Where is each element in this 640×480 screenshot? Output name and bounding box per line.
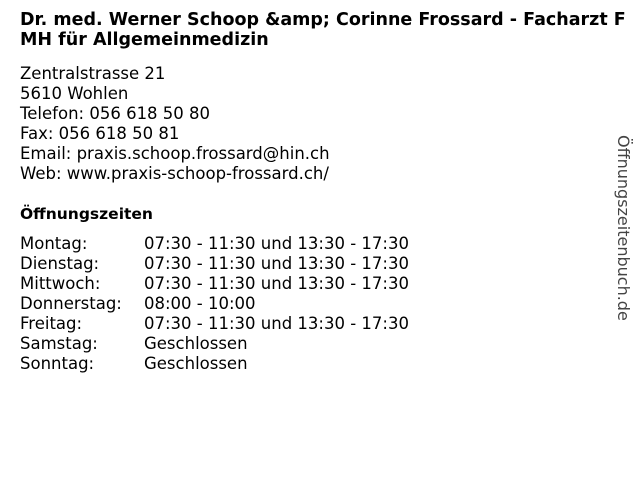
opening-hours-heading: Öffnungszeiten xyxy=(20,205,153,223)
site-watermark: Öffnungszeitenbuch.de xyxy=(614,135,633,321)
phone-number: Telefon: 056 618 50 80 xyxy=(20,104,211,123)
hours-time: Geschlossen xyxy=(144,354,248,373)
hours-row-thursday xyxy=(20,294,409,314)
hours-row-wednesday xyxy=(20,274,409,294)
website-address: Web: www.praxis-schoop-frossard.ch/ xyxy=(20,164,329,183)
page-title: Dr. med. Werner Schoop &amp; Corinne Frossard - Facharzt FMH für Allgemeinmedizin xyxy=(20,10,626,50)
hours-day: Freitag: xyxy=(20,314,83,333)
hours-day: Samstag: xyxy=(20,334,98,353)
hours-time: 07:30 - 11:30 und 13:30 - 17:30 xyxy=(144,254,409,273)
fax-number: Fax: 056 618 50 81 xyxy=(20,124,180,143)
hours-row-monday xyxy=(20,234,409,254)
hours-time: 07:30 - 11:30 und 13:30 - 17:30 xyxy=(144,314,409,333)
hours-time: Geschlossen xyxy=(144,334,248,353)
hours-row-saturday xyxy=(20,334,409,354)
hours-day: Montag: xyxy=(20,234,88,253)
hours-time: 07:30 - 11:30 und 13:30 - 17:30 xyxy=(144,274,409,293)
opening-hours-table xyxy=(20,234,409,374)
hours-day: Dienstag: xyxy=(20,254,100,273)
hours-row-friday xyxy=(20,314,409,334)
contact-block xyxy=(20,64,330,184)
email-address: Email: praxis.schoop.frossard@hin.ch xyxy=(20,144,330,163)
postal-city: 5610 Wohlen xyxy=(20,84,129,103)
hours-row-tuesday xyxy=(20,254,409,274)
hours-day: Donnerstag: xyxy=(20,294,122,313)
hours-time: 07:30 - 11:30 und 13:30 - 17:30 xyxy=(144,234,409,253)
street-address: Zentralstrasse 21 xyxy=(20,64,166,83)
hours-time: 08:00 - 10:00 xyxy=(144,294,256,313)
hours-day: Sonntag: xyxy=(20,354,95,373)
hours-day: Mittwoch: xyxy=(20,274,101,293)
hours-row-sunday xyxy=(20,354,409,374)
